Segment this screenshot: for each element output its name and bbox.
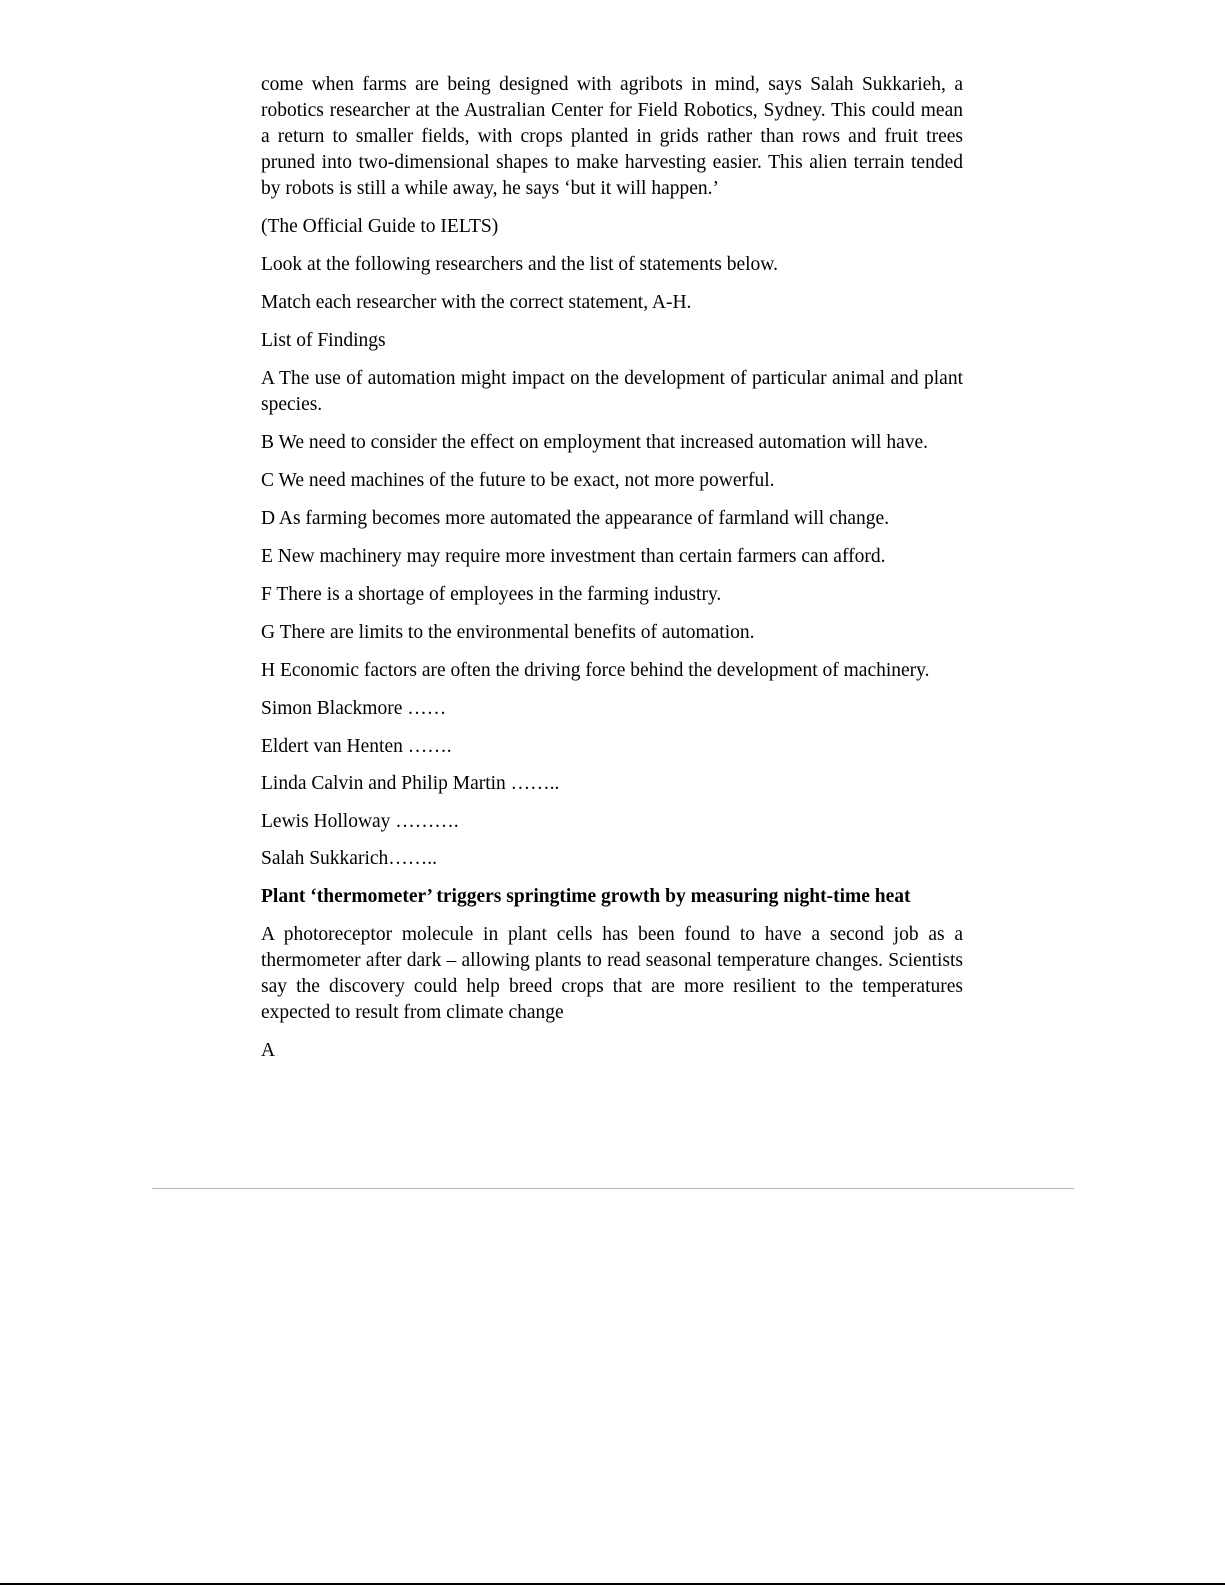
finding-item: E New machinery may require more investment than certain farmers can afford. <box>261 546 886 567</box>
researcher-answer-line: Salah Sukkarich…….. <box>261 848 438 869</box>
passage-intro: come when farms are being designed with agribots in mind, says Salah Sukkarieh, a robotics researcher at the Australian Center for Field Robotics, Sydney. This could mean a return to smaller fields, with crops planted in grids rather than rows and fruit trees pruned into two-dimensional shapes to make harvesting easier. This alien terrain tended by robots is still a while away, he says ‘but it will happen.’ <box>261 74 963 199</box>
researcher-answer-line: Simon Blackmore …… <box>261 698 447 719</box>
page-divider <box>152 1188 1074 1189</box>
page-content <box>261 72 963 1076</box>
finding-item: F There is a shortage of employees in the farming industry. <box>261 584 722 605</box>
article-title: Plant ‘thermometer’ triggers springtime growth by measuring night-time heat <box>261 885 911 907</box>
article-section-label: A <box>261 1039 276 1061</box>
finding-item: G There are limits to the environmental benefits of automation. <box>261 622 755 643</box>
article-lead: A photoreceptor molecule in plant cells has been found to have a second job as a thermometer after dark – allowing plants to read seasonal temperature changes. Scientists say the discovery could help breed crops that are more resilient to the temperatures expected to result from climate change <box>261 923 963 1023</box>
researcher-list <box>261 696 963 872</box>
findings-list-title: List of Findings <box>261 330 386 351</box>
finding-item: C We need machines of the future to be exact, not more powerful. <box>261 470 775 491</box>
researcher-answer-line: Linda Calvin and Philip Martin …….. <box>261 773 560 794</box>
finding-item: B We need to consider the effect on employment that increased automation will have. <box>261 432 928 453</box>
findings-list <box>261 366 963 684</box>
finding-item: A The use of automation might impact on the development of particular animal and plant species. <box>261 368 963 415</box>
finding-item: D As farming becomes more automated the appearance of farmland will change. <box>261 508 890 529</box>
researcher-answer-line: Eldert van Henten ……. <box>261 735 452 757</box>
finding-item: H Economic factors are often the driving force behind the development of machinery. <box>261 660 930 681</box>
researcher-answer-line: Lewis Holloway ………. <box>261 810 459 832</box>
question-instruction: Look at the following researchers and the list of statements below. <box>261 254 778 275</box>
passage-source: (The Official Guide to IELTS) <box>261 216 499 237</box>
question-task: Match each researcher with the correct statement, A-H. <box>261 292 692 313</box>
